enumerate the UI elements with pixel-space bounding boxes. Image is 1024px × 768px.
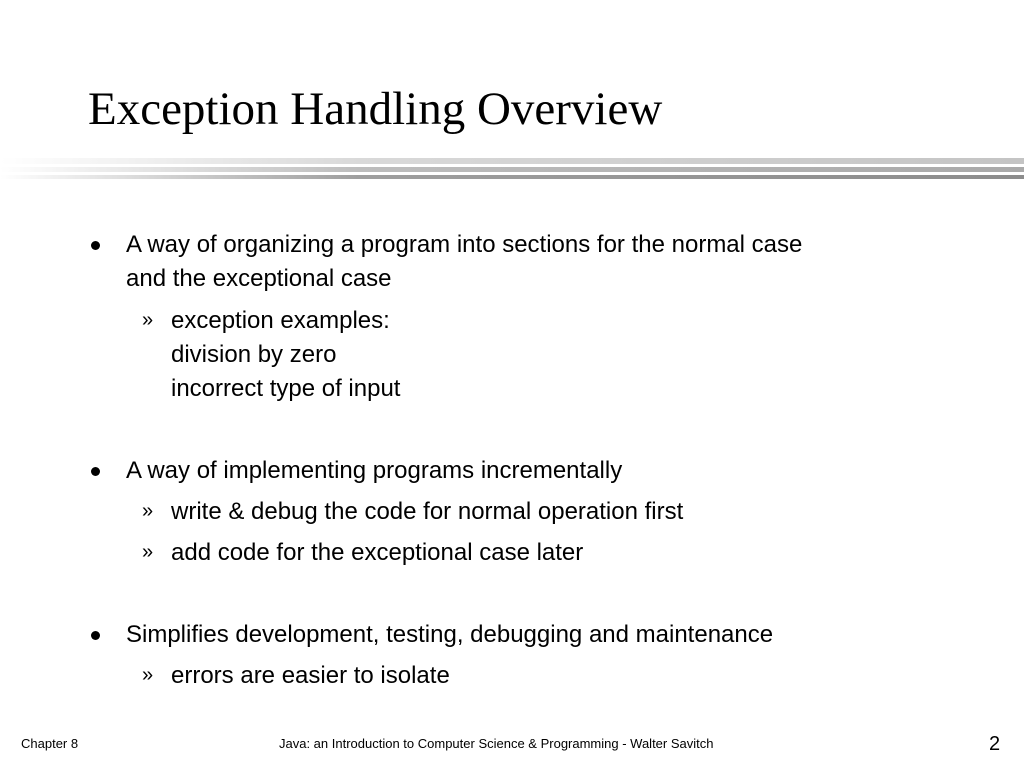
sub-item-3-line-1: add code for the exceptional case later	[171, 539, 584, 566]
sub-bullet-marker: »	[142, 500, 154, 522]
sub-item-2-line-1: write & debug the code for normal operation first	[171, 498, 684, 525]
bullet-3-line-1: Simplifies development, testing, debugging and maintenance	[126, 621, 774, 648]
slide-title: Exception Handling Overview	[88, 83, 663, 135]
bullet-1-line-1: A way of organizing a program into sections for the normal case	[126, 231, 803, 258]
sub-item-1-line-2: division by zero	[171, 341, 337, 368]
sub-bullet-marker: »	[142, 664, 154, 686]
bullet-2-line-1: A way of implementing programs incrementally	[126, 457, 623, 484]
footer-page-number: 2	[989, 733, 1001, 755]
title-rule-bottom	[0, 175, 1024, 179]
sub-item-4-line-1: errors are easier to isolate	[171, 662, 450, 689]
sub-bullet-marker: »	[142, 541, 154, 563]
bullet-icon	[88, 628, 102, 642]
footer-chapter: Chapter 8	[21, 736, 79, 751]
sub-item-1-line-1: exception examples:	[171, 307, 390, 334]
sub-bullet-marker: »	[142, 309, 154, 331]
bullet-icon	[88, 238, 102, 252]
footer-book-title: Java: an Introduction to Computer Science & Programming - Walter Savitch	[279, 736, 714, 751]
sub-item-1-line-3: incorrect type of input	[171, 375, 401, 402]
title-rule-top	[0, 158, 1024, 164]
bullet-1-line-2: and the exceptional case	[126, 265, 392, 292]
title-rule-middle	[0, 167, 1024, 172]
bullet-icon	[88, 464, 102, 478]
